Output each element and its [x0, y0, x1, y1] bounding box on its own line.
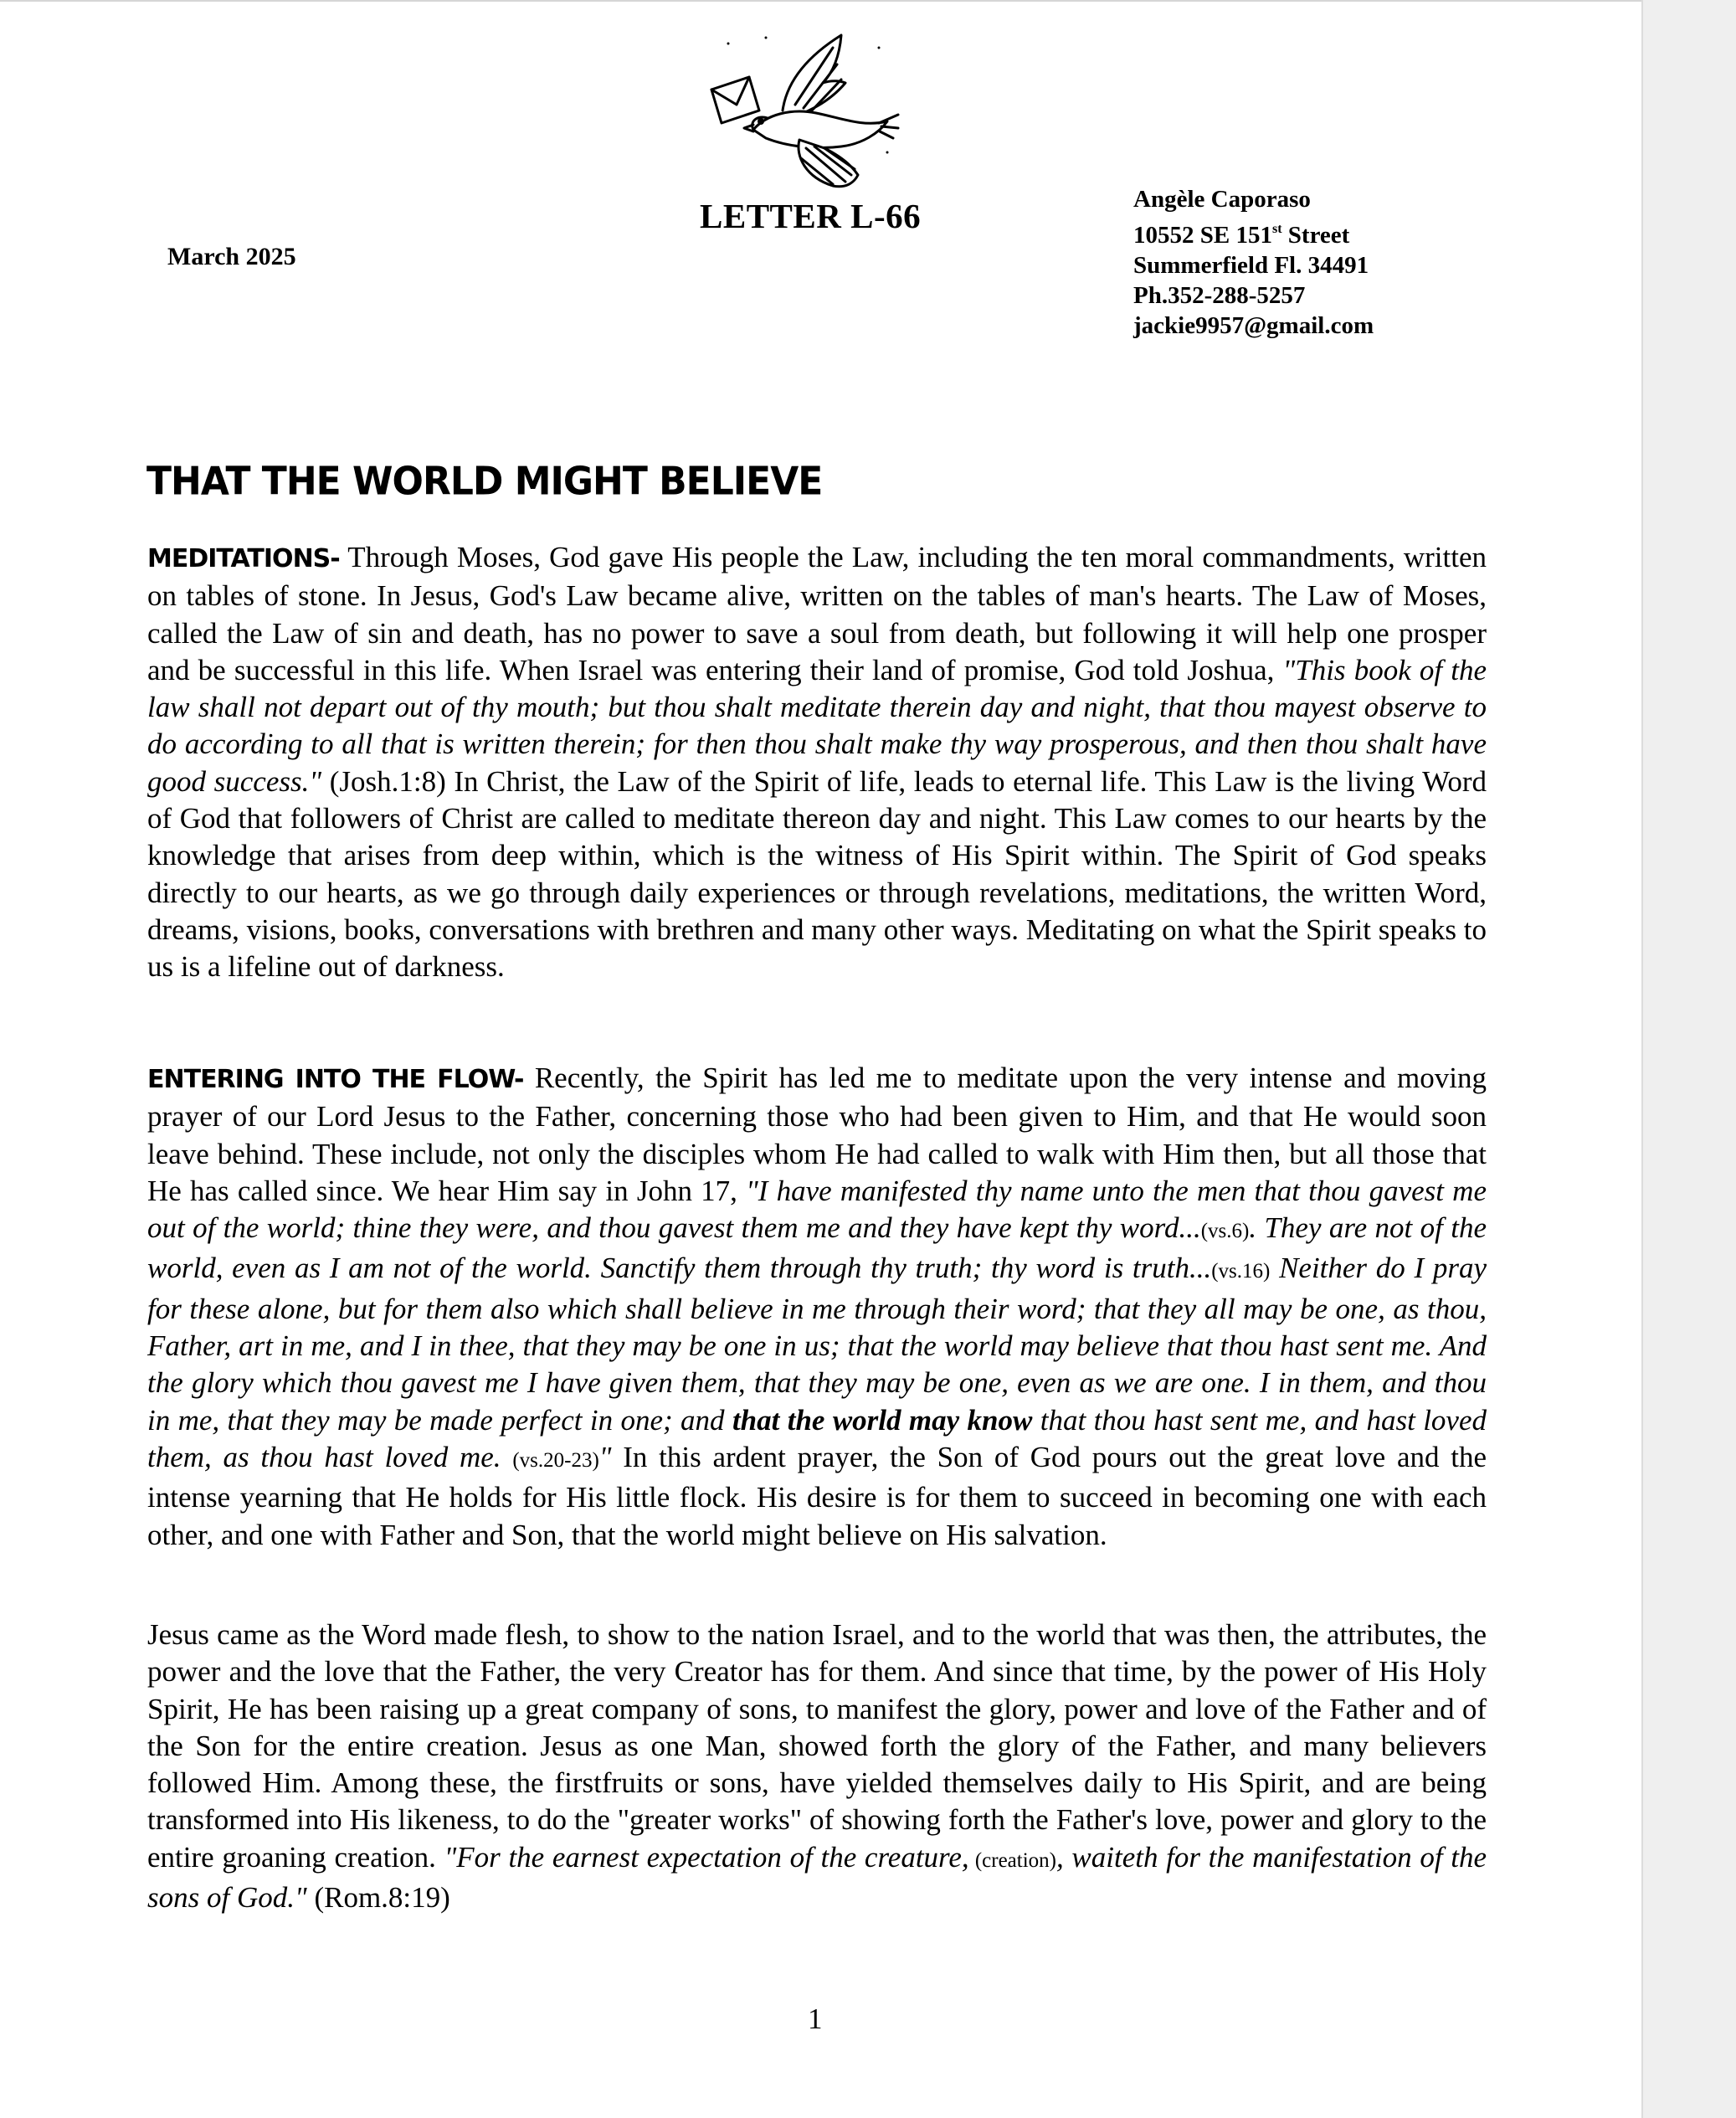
street-number: 10552 SE 151	[1133, 222, 1272, 249]
dove-carrying-letter-icon	[707, 31, 900, 190]
sender-name: Angèle Caporaso	[1133, 186, 1311, 213]
scripture-quote: "This book of the law shall not depart out of thy mouth; but thou shalt meditate therein day and night, that thou mayest observe to do according to all that is written therein; for then thou shalt make thy way prosperous, and then thou shalt have good success."	[147, 653, 1487, 798]
scripture-quote: "For the earnest expectation of the creature,	[444, 1840, 969, 1874]
paragraph-meditations	[147, 539, 1487, 986]
street-ordinal-suffix: st	[1271, 222, 1282, 236]
letter-date: March 2025	[167, 243, 296, 270]
sender-street	[1133, 214, 1374, 250]
paragraph-text: In this ardent prayer, the Son of God pours out the great love and the intense yearning that He holds for His little flock. His desire is for them to succeed in becoming one with each other, and one with Father and Son, that the world might believe on His salvation.	[147, 1440, 1487, 1551]
scripture-quote: , waiteth for the manifestation of the sons of God."	[147, 1840, 1487, 1915]
scripture-quote: "I have manifested thy name unto the men that thou gavest me out of the world; thine they were, and thou gavest them me and they have kept thy word...	[147, 1174, 1487, 1245]
scripture-quote-close: "	[598, 1440, 612, 1473]
verse-reference: (creation)	[968, 1848, 1056, 1872]
letter-title: LETTER L-66	[700, 197, 922, 235]
scripture-quote: that thou hast sent me, and hast loved them, as thou hast loved me.	[147, 1403, 1487, 1473]
article-title: THAT THE WORLD MIGHT BELIEVE	[146, 459, 823, 505]
paragraph-jesus-came	[147, 1617, 1487, 1916]
sender-phone: Ph.352-288-5257	[1133, 282, 1306, 309]
scripture-quote-emphasis: that the world may know	[732, 1403, 1033, 1437]
sender-address-block	[1133, 184, 1374, 341]
sender-email: jackie9957@gmail.com	[1133, 312, 1374, 339]
paragraph-text: Jesus came as the Word made flesh, to show to the nation Israel, and to the world that was then, the attributes, the power and the love that the Father, the very Creator has for them. And since that time, by the power of His Holy Spirit, He has been raising up a great company of sons, to manifest the glory, power and love of the Father and of the Son for the entire creation. Jesus as one Man, showed forth the glory of the Father, and many believers followed Him. Among these, the firstfruits or sons, have yielded themselves daily to His Spirit, and are being transformed into His likeness, to do the "greater works" of showing forth the Father's love, power and glory to the entire groaning creation.	[147, 1618, 1487, 1874]
paragraph-text: (Rom.8:19)	[306, 1881, 450, 1915]
paragraph-entering-into-the-flow	[147, 1060, 1487, 1554]
viewer-side-gutter	[1641, 0, 1736, 2118]
paragraph-lead-heading: ENTERING INTO THE FLOW-	[147, 1065, 524, 1094]
page-number: 1	[808, 2002, 823, 2035]
scripture-quote: Neither do I pray for these alone, but for them also which shall believe in me through their word; that they all may be one, as thou, Father, art in me, and I in thee, that they may be one in us; that the world may believe that thou hast sent me. And the glory which thou gavest me I have given them, that they may be one, even as we are one. I in them, and thou in me, that they may be made perfect in one; and	[147, 1252, 1487, 1437]
verse-reference: (vs.20-23)	[512, 1448, 599, 1472]
verse-reference: (vs.16)	[1211, 1260, 1271, 1283]
verse-reference: (vs.6)	[1200, 1220, 1250, 1243]
paragraph-lead-heading: MEDITATIONS-	[147, 544, 340, 573]
paragraph-text: Through Moses, God gave His people the Law, including the ten moral commandments, written on tables of stone. In Jesus, God's Law became alive, written on the tables of man's hearts. The Law of Moses, called the Law of sin and death, has no power to save a soul from death, but following it will help one prosper and be successful in this life. When Israel was entering their land of promise, God told Joshua,	[147, 541, 1487, 686]
paragraph-text: (Josh.1:8) In Christ, the Law of the Spirit of life, leads to eternal life. This Law is the living Word of God that followers of Christ are called to meditate thereon day and night. This Law comes to our hearts by the knowledge that arises from deep within, which is the witness of His Spirit within. The Spirit of God speaks directly to our hearts, as we go through daily experiences or through revelations, meditations, the written Word, dreams, visions, books, conversations with brethren and many other ways. Meditating on what the Spirit speaks to us is a lifeline out of darkness.	[147, 764, 1487, 984]
sender-city: Summerfield Fl. 34491	[1133, 252, 1369, 279]
paragraph-text: Recently, the Spirit has led me to meditate upon the very intense and moving prayer of our Lord Jesus to the Father, concerning those who had been given to Him, and that He would soon leave behind. These include, not only the disciples whom He had called to walk with Him then, but all those that He has called since. We hear Him say in John 17,	[147, 1062, 1487, 1207]
scripture-quote: . They are not of the world, even as I am not of the world. Sanctify them through thy truth; thy word is truth...	[147, 1211, 1487, 1285]
street-name: Street	[1281, 222, 1350, 249]
